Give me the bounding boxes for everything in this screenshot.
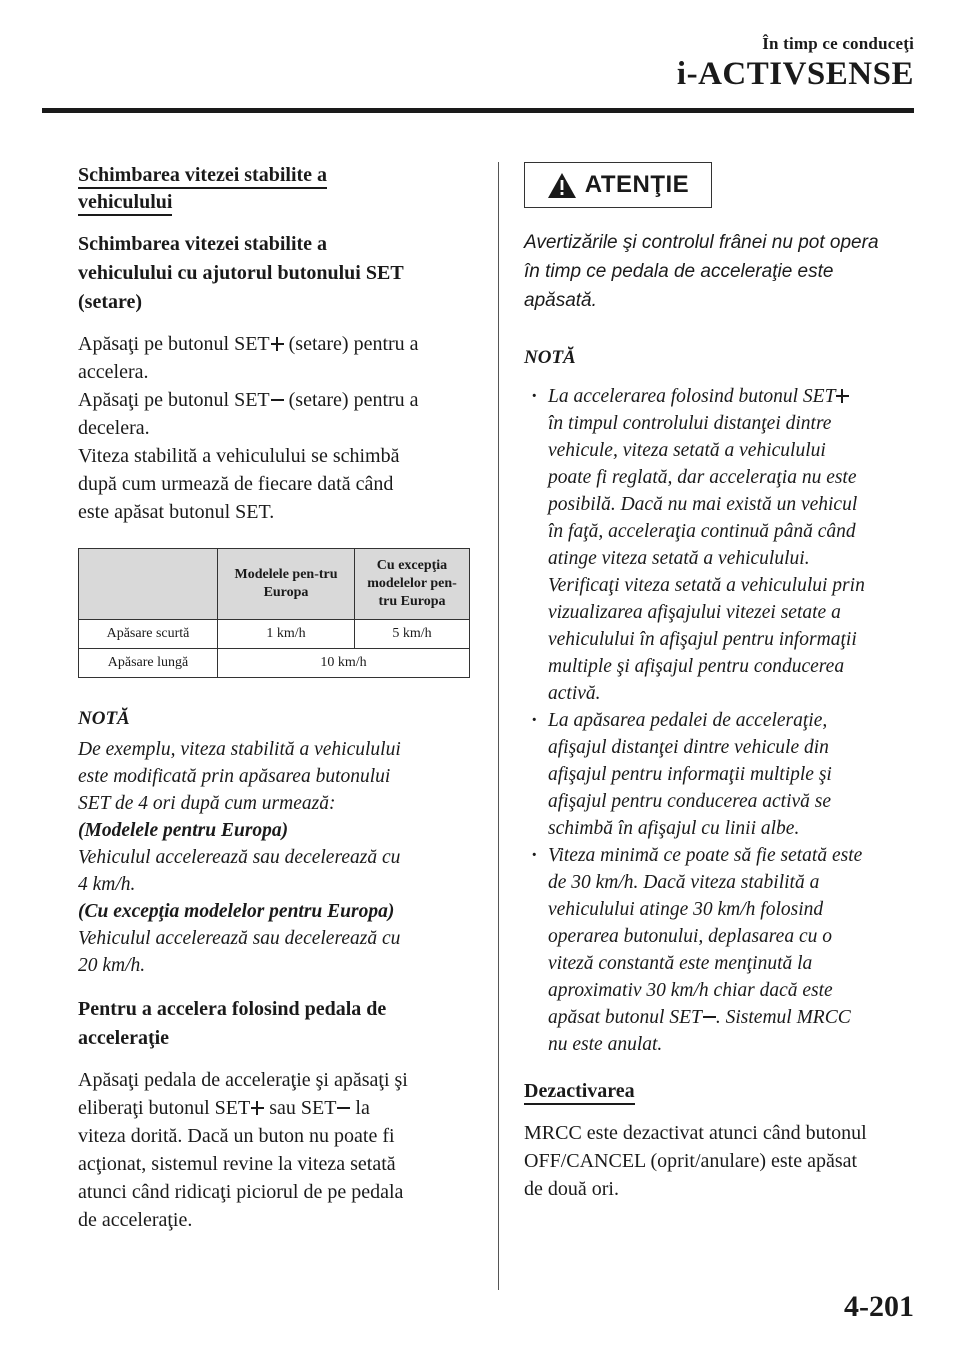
warning-title: ATENŢIE: [584, 171, 690, 198]
list-item: · Viteza minimă ce poate să fie setată este de 30 km/h. Dacă viteza stabilită a vehiculului atinge 30 km/h folosind operarea butonului, deplasarea cu o viteză constantă este menţinută la aproximativ 30 km/h chiar dacă este apăsat butonul SET . Sistemul MRCC nu este anulat.: [524, 842, 916, 1058]
table-header-empty: [79, 549, 218, 620]
left-column: [78, 162, 472, 1256]
set-button-paragraph: Apăsaţi pe butonul SET (setare) pentru a accelera. Apăsaţi pe butonul SET (setare) pentru a decelera. Viteza stabilită a vehiculului se schimbă după cum urmează de fiecare dată când este apăsat butonul SET.: [78, 333, 419, 523]
warning-text: Avertizările şi controlul frânei nu pot opera în timp ce pedala de acceleraţie este apăsată.: [524, 232, 879, 311]
table-row: [79, 649, 470, 678]
column-divider: [498, 162, 499, 1290]
list-item: · La apăsarea pedalei de acceleraţie, afişajul distanţei dintre vehicule din afişajul pentru informaţii multiple şi afişajul pentru conducerea activă se schimbă în afişajul cu linii albe.: [524, 707, 916, 842]
speed-step-table: [78, 548, 470, 678]
deactivation-paragraph: MRCC este dezactivat atunci când butonul OFF/CANCEL (oprit/anulare) este apăsat de două ori.: [524, 1122, 867, 1200]
table-row: [79, 620, 470, 649]
note-label: NOTĂ: [78, 708, 130, 729]
accelerator-paragraph: Apăsaţi pedala de acceleraţie şi apăsaţi şi eliberaţi butonul SET sau SET la viteza dorită. Dacă un buton nu poate fi acţionat, sistemul revine la viteza setată atunci când ridicaţi piciorul de pe pedala de acceleraţie.: [78, 1069, 408, 1231]
table-cell: 10 km/h: [218, 649, 470, 678]
warning-triangle-icon: [547, 172, 577, 199]
heading-deactivation: Dezactivarea: [524, 1078, 916, 1105]
table-cell: Apăsare lungă: [79, 649, 218, 678]
note-example: De exemplu, viteza stabilită a vehiculului este modificată prin apăsarea butonului SET de 4 ori după cum urmează: (Modelele pentru Europa) Vehiculul accelerează sau decelerează cu 4 km/h. (Cu excepţia modelelor pentru Europa) Vehiculul accelerează sau decelerează cu 20 km/h.: [78, 739, 401, 976]
right-column: [524, 162, 916, 1225]
subheading-accelerator: Pentru a accelera folosind pedala de acceleraţie: [78, 998, 387, 1049]
plus-icon: [836, 389, 849, 403]
warning-box: [524, 162, 712, 208]
table-cell: 5 km/h: [355, 620, 470, 649]
table-header-europe: Modelele pen-tru Europa: [218, 549, 355, 620]
minus-icon: [337, 1101, 350, 1115]
subheading-set-button: Schimbarea vitezei stabilite a vehiculului cu ajutorul butonului SET (setare): [78, 233, 404, 313]
table-header-non-europe: Cu excepţia modelelor pen-tru Europa: [355, 549, 470, 620]
table-cell: Apăsare scurtă: [79, 620, 218, 649]
chapter-title: În timp ce conduceţi: [762, 34, 914, 53]
plus-icon: [251, 1101, 264, 1115]
heading-change-speed: Schimbarea vitezei stabilite a vehiculului: [78, 162, 472, 216]
note-bullets: [524, 383, 916, 1058]
page-header: [677, 34, 914, 91]
header-rule: [42, 108, 914, 113]
section-title: i-ACTIVSENSE: [676, 56, 914, 92]
page-number: 4-201: [844, 1290, 914, 1323]
note-label: NOTĂ: [524, 347, 576, 368]
plus-icon: [271, 337, 284, 351]
table-cell: 1 km/h: [218, 620, 355, 649]
minus-icon: [271, 393, 284, 407]
minus-icon: [703, 1010, 716, 1024]
list-item: · La accelerarea folosind butonul SET în timpul controlului distanţei dintre vehicule, viteza setată a vehiculului poate fi reglată, dar acceleraţia nu este posibilă. Dacă nu mai există un vehicul în faţă, acceleraţia continuă până când atinge viteza setată a vehiculului. Verificaţi viteza setată a vehiculului prin vizualizarea afişajului vitezei setate a vehiculului în afişajul pentru informaţii multiple şi afişajul pentru conducerea activă.: [524, 383, 916, 707]
